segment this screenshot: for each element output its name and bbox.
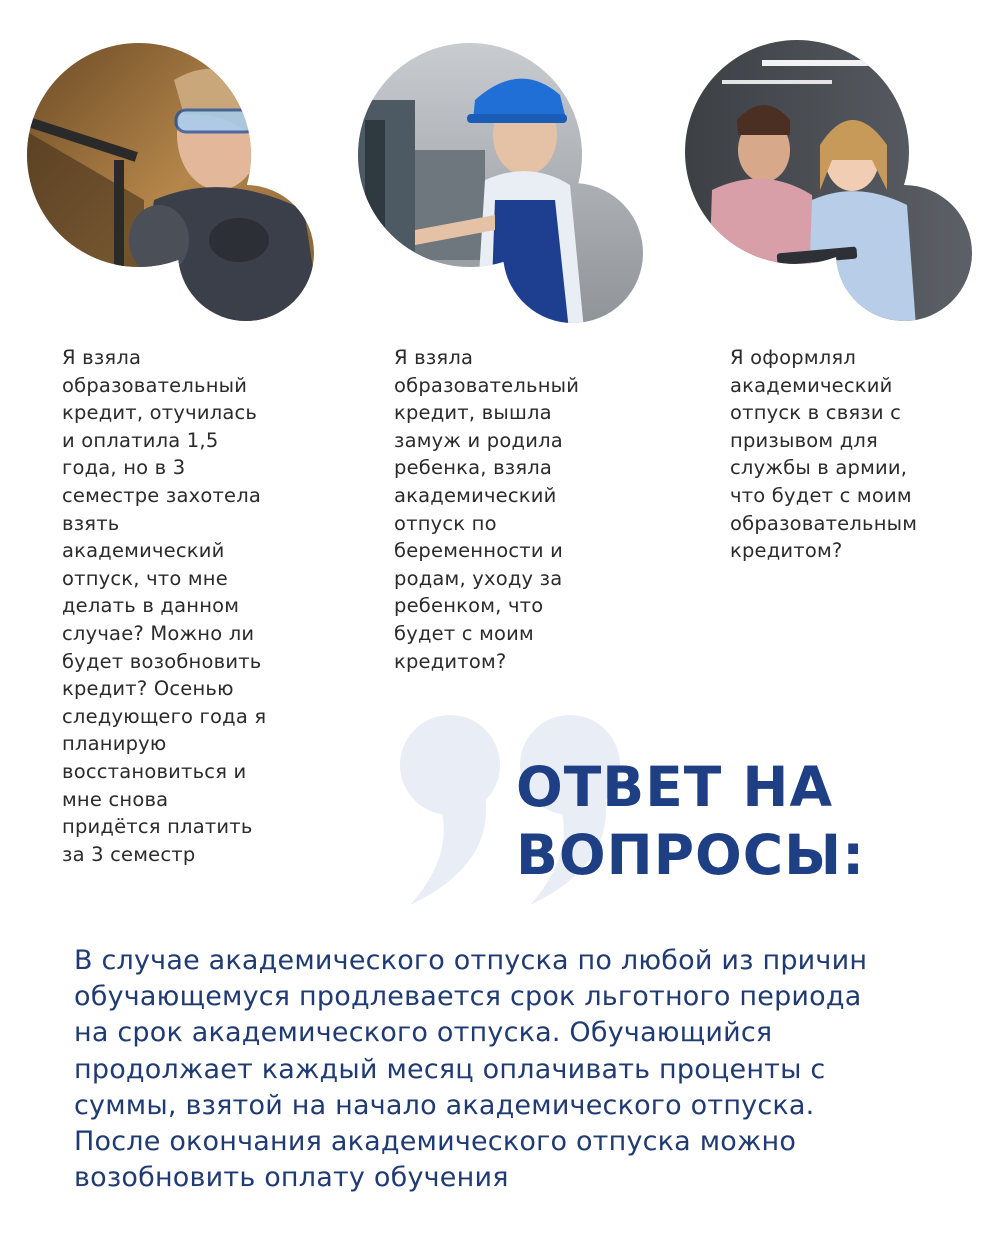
factory-worker-woman-photo: [355, 40, 655, 340]
answer-title: ОТВЕТ НА ВОПРОСЫ:: [516, 755, 866, 887]
welder-woman-photo: [24, 40, 324, 340]
story-text-1: Я взяла образовательный кредит, отучилась и оплатила 1,5 года, но в 3 семестре захотела взять академический отпуск, что мне делать в данном случае? Можно ли будет возобновить кредит? Осенью следующего года я планирую восстановиться и мне снова придётся платить за 3 семестр: [62, 346, 267, 866]
answer-text: В случае академического отпуска по любой из причин обучающемуся продлевается срок льготного периода на срок академического отпуска. Обучающийся продолжает каждый месяц оплачивать проценты с суммы, взятой на начало академического отпуска. После окончания академического отпуска можно возобновить оплату обучения: [74, 945, 868, 1194]
story-text-2: Я взяла образовательный кредит, вышла замуж и родила ребенка, взяла академический отпуск по беременности и родам, уходу за ребенком, что будет с моим кредитом?: [394, 346, 580, 673]
two-students-photo: [682, 40, 982, 340]
story-text-3: Я оформлял академический отпуск в связи с призывом для службы в армии, что будет с моим образовательным кредитом?: [730, 346, 918, 563]
